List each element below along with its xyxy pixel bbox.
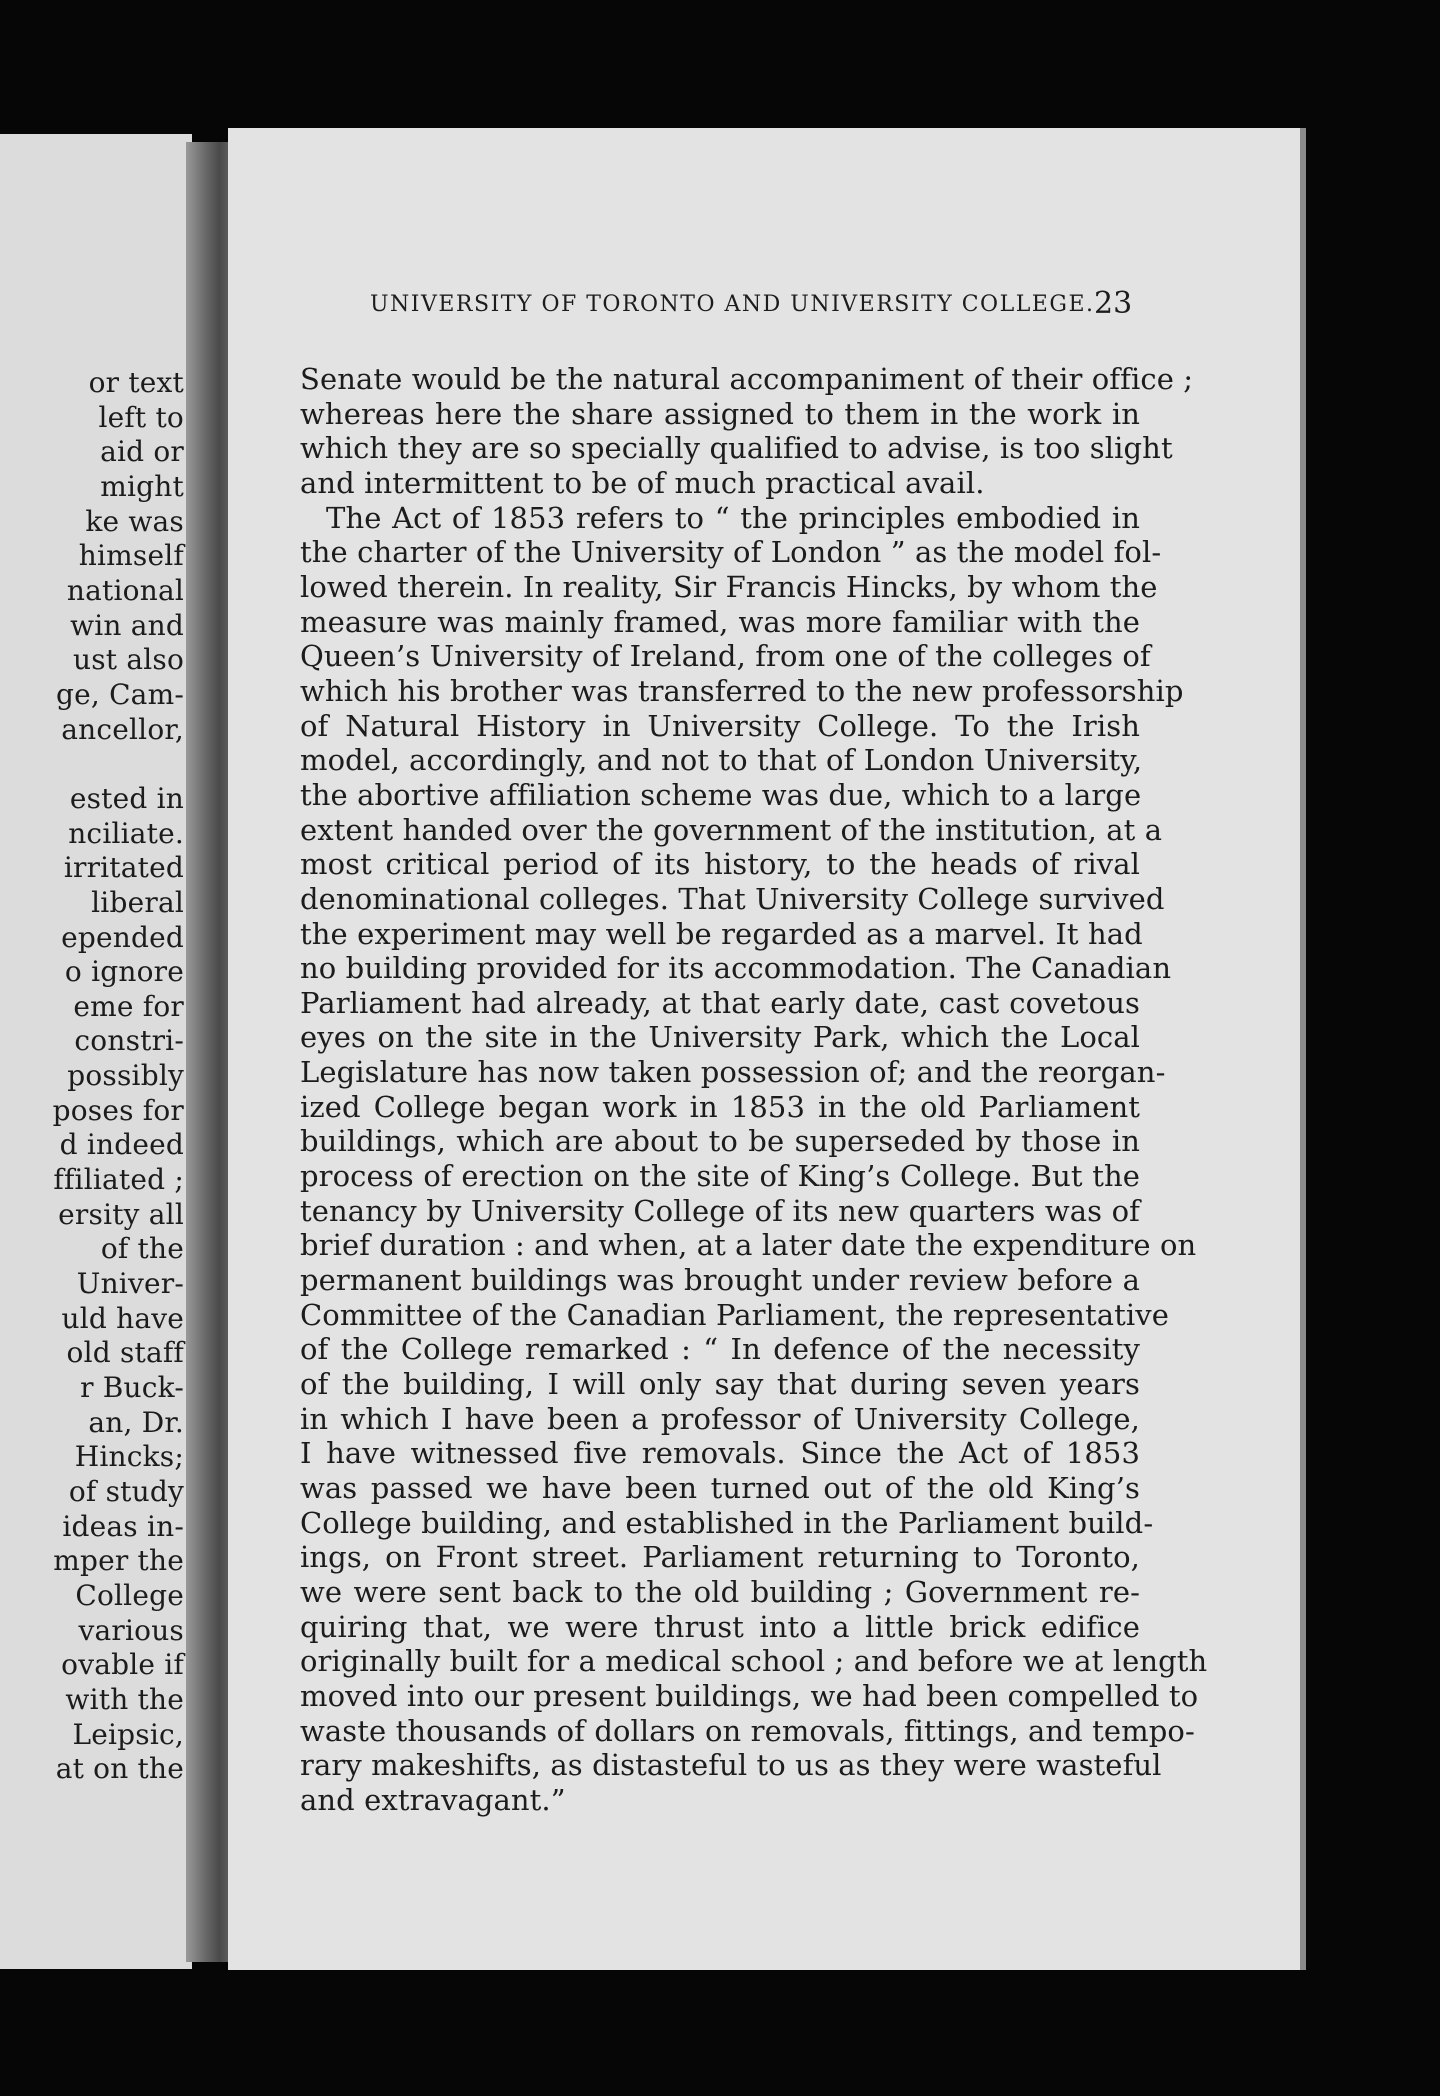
facing-page-line: mper the <box>53 1544 184 1578</box>
facing-page-line: of the <box>100 1232 184 1266</box>
text-line: denominational colleges. That University College survived <box>300 881 1165 916</box>
text-line: and intermittent to be of much practical avail. <box>300 465 985 500</box>
facing-page-line: or text <box>88 366 184 399</box>
text-line: of the College remarked : “ In defence of the necessity <box>300 1332 1140 1367</box>
facing-page-line: ffiliated ; <box>53 1163 184 1197</box>
page <box>228 128 1306 1970</box>
facing-page-line: eme for <box>73 989 184 1023</box>
facing-page-line: old staff <box>66 1336 184 1370</box>
facing-page-line: nciliate. <box>68 816 184 850</box>
facing-page-line: ideas in- <box>62 1509 184 1543</box>
facing-page-line: liberal <box>91 885 184 919</box>
facing-page-line: Hincks; <box>74 1440 184 1474</box>
text-line: I have witnessed five removals. Since the Act of 1853 <box>300 1436 1140 1471</box>
text-line: waste thousands of dollars on removals, fittings, and tempo- <box>300 1713 1195 1748</box>
facing-page-line: Univer- <box>76 1267 184 1301</box>
text-line: of the building, I will only say that during seven years <box>300 1367 1140 1402</box>
text-line: process of erection on the site of King’s College. But the <box>300 1159 1140 1194</box>
text-line: extent handed over the government of the institution, at a <box>300 812 1163 847</box>
facing-page-line: various <box>78 1613 184 1647</box>
facing-page-line: aid or <box>100 435 184 469</box>
facing-page-line: uld have <box>61 1301 184 1335</box>
facing-page-line: national <box>66 573 184 607</box>
facing-page-line: with the <box>65 1682 184 1716</box>
facing-page-line: possibly <box>67 1059 184 1093</box>
text-line: quiring that, we were thrust into a little brick edifice <box>300 1609 1140 1644</box>
text-line: the abortive affiliation scheme was due, which to a large <box>300 777 1142 812</box>
text-line: whereas here the share assigned to them in the work in <box>300 396 1140 431</box>
text-line: Legislature has now taken possession of; and the reorgan- <box>300 1055 1166 1090</box>
facing-page-line: ke was <box>85 504 184 538</box>
text-line: Parliament had already, at that early date, cast covetous <box>300 985 1140 1020</box>
text-line: of Natural History in University College. To the Irish <box>300 708 1140 743</box>
text-line: tenancy by University College of its new quarters was of <box>300 1193 1140 1228</box>
text-line: measure was mainly framed, was more familiar with the <box>300 604 1140 639</box>
facing-page-line: constri- <box>74 1024 184 1058</box>
text-line: which his brother was transferred to the new professorship <box>300 673 1184 708</box>
text-line: model, accordingly, and not to that of London University, <box>300 743 1143 778</box>
facing-page-line: might <box>100 469 184 503</box>
text-line: was passed we have been turned out of the old King’s <box>300 1471 1140 1505</box>
text-line: The Act of 1853 refers to “ the principles embodied in <box>326 500 1140 535</box>
text-line: Queen’s University of Ireland, from one of the colleges of <box>300 639 1151 674</box>
text-line: Senate would be the natural accompaniment of their office ; <box>300 362 1194 396</box>
facing-page-line: of study <box>68 1475 184 1508</box>
book-gutter <box>186 142 228 1962</box>
text-line: brief duration : and when, at a later date the expenditure on <box>300 1228 1197 1263</box>
facing-page-line: an, Dr. <box>88 1405 184 1439</box>
text-line: and extravagant.” <box>300 1782 566 1817</box>
text-line: we were sent back to the old building ; Government re- <box>300 1574 1140 1609</box>
running-head: UNIVERSITY OF TORONTO AND UNIVERSITY COLLEGE. <box>370 292 1095 317</box>
facing-page-line: irritated <box>63 851 184 885</box>
facing-page-line: poses for <box>52 1093 184 1127</box>
facing-page-line: ge, Cam- <box>55 677 184 711</box>
facing-page-line: ovable if <box>61 1648 184 1682</box>
text-line: Committee of the Canadian Parliament, the representative <box>300 1297 1170 1332</box>
text-line: lowed therein. In reality, Sir Francis Hincks, by whom the <box>300 569 1158 604</box>
text-line: the experiment may well be regarded as a marvel. It had <box>300 916 1143 951</box>
facing-page-line: epended <box>61 920 184 954</box>
text-line: ings, on Front street. Parliament returning to Toronto, <box>300 1540 1140 1575</box>
text-line: ized College began work in 1853 in the old Parliament <box>300 1089 1140 1124</box>
facing-page-line: ersity all <box>58 1197 184 1231</box>
text-line: originally built for a medical school ; and before we at length <box>300 1644 1208 1679</box>
facing-page-text <box>53 366 184 1787</box>
text-line: most critical period of its history, to the heads of rival <box>300 847 1140 882</box>
text-line: rary makeshifts, as distasteful to us as they were wasteful <box>300 1748 1162 1783</box>
text-line: College building, and established in the Parliament build- <box>300 1505 1154 1540</box>
body-text <box>300 362 1208 1818</box>
page-number: 23 <box>1094 286 1133 321</box>
facing-page-line: ust also <box>72 643 184 677</box>
facing-page-line: win and <box>70 608 184 642</box>
facing-page-fragment <box>0 134 192 1969</box>
text-line: moved into our present buildings, we had been compelled to <box>300 1678 1199 1713</box>
text-line: in which I have been a professor of University College, <box>300 1401 1140 1436</box>
facing-page-line: ested in <box>69 781 184 815</box>
text-line: buildings, which are about to be superseded by those in <box>300 1124 1140 1159</box>
facing-page-line: ancellor, <box>61 712 184 746</box>
facing-page-line: d indeed <box>59 1128 184 1162</box>
facing-page-line: o ignore <box>64 955 184 989</box>
facing-page-line: Leipsic, <box>72 1717 184 1751</box>
facing-page-line: himself <box>78 539 184 573</box>
facing-page-line: at on the <box>55 1752 184 1786</box>
facing-page-line <box>53 747 184 782</box>
facing-page-line: left to <box>98 400 184 434</box>
text-line: permanent buildings was brought under review before a <box>300 1263 1140 1298</box>
facing-page-line: r Buck- <box>80 1371 184 1405</box>
text-line: no building provided for its accommodation. The Canadian <box>300 951 1172 986</box>
text-line: which they are so specially qualified to advise, is too slight <box>300 431 1173 466</box>
text-line: the charter of the University of London ” as the model fol- <box>300 535 1162 570</box>
facing-page-line: College <box>75 1578 184 1612</box>
text-line: eyes on the site in the University Park, which the Local <box>300 1020 1140 1055</box>
